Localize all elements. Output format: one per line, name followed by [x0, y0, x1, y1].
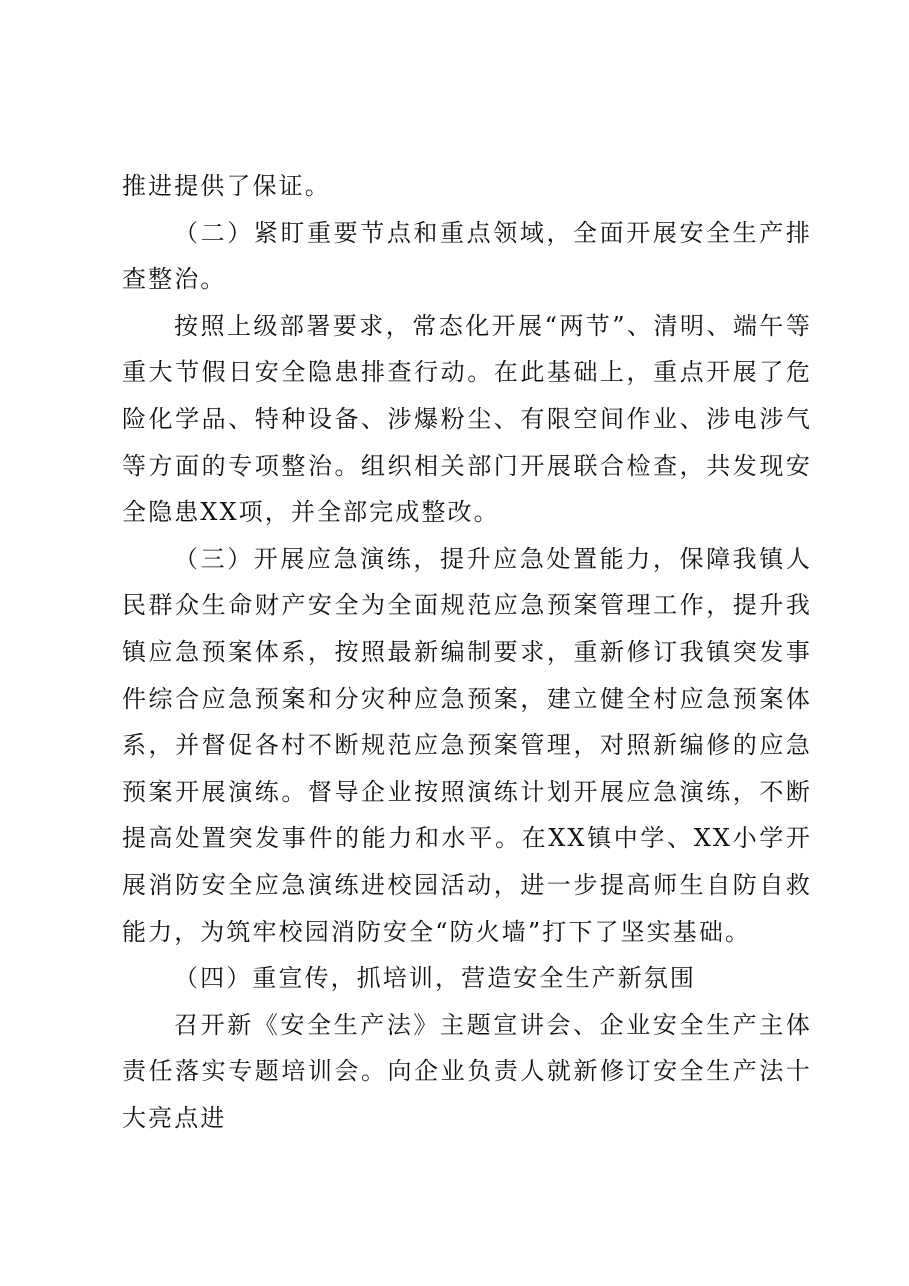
paragraph-inspection: 按照上级部署要求，常态化开展“两节”、清明、端午等重大节假日安全隐患排查行动。在此基础上，重点开展了危险化学品、特种设备、涉爆粉尘、有限空间作业、涉电涉气等方面的专项整治。组织相关部门开展联合检查，共发现安全隐患XX项，并全部完成整改。	[122, 311, 812, 527]
paragraph-training: 召开新《安全生产法》主题宣讲会、企业安全生产主体责任落实专题培训会。向企业负责人就新修订安全生产法十大亮点进	[122, 1010, 812, 1132]
paragraph-continuation: 推进提供了保证。	[122, 172, 331, 200]
section-heading-2: （二）紧盯重要节点和重点领域，全面开展安全生产排查整治。	[122, 218, 812, 294]
section-heading-3: （三）开展应急演练，提升应急处置能力，保障我镇人民群众生命财产安全为全面规范应急预案管理工作，提升我镇应急预案体系，按照最新编制要求，重新修订我镇突发事件综合应急预案和分灾种应急预案，建立健全村应急预案体系，并督促各村不断规范应急预案管理，对照新编修的应急预案开展演练。督导企业按照演练计划开展应急演练，不断提高处置突发事件的能力和水平。在XX镇中学、XX小学开展消防安全应急演练进校园活动，进一步提高师生自防自救能力，为筑牢校园消防安全“防火墙”打下了坚实基础。	[122, 544, 812, 946]
document-body	[122, 163, 812, 1141]
section-heading-4: （四）重宣传，抓培训，营造安全生产新氛围	[174, 964, 696, 993]
